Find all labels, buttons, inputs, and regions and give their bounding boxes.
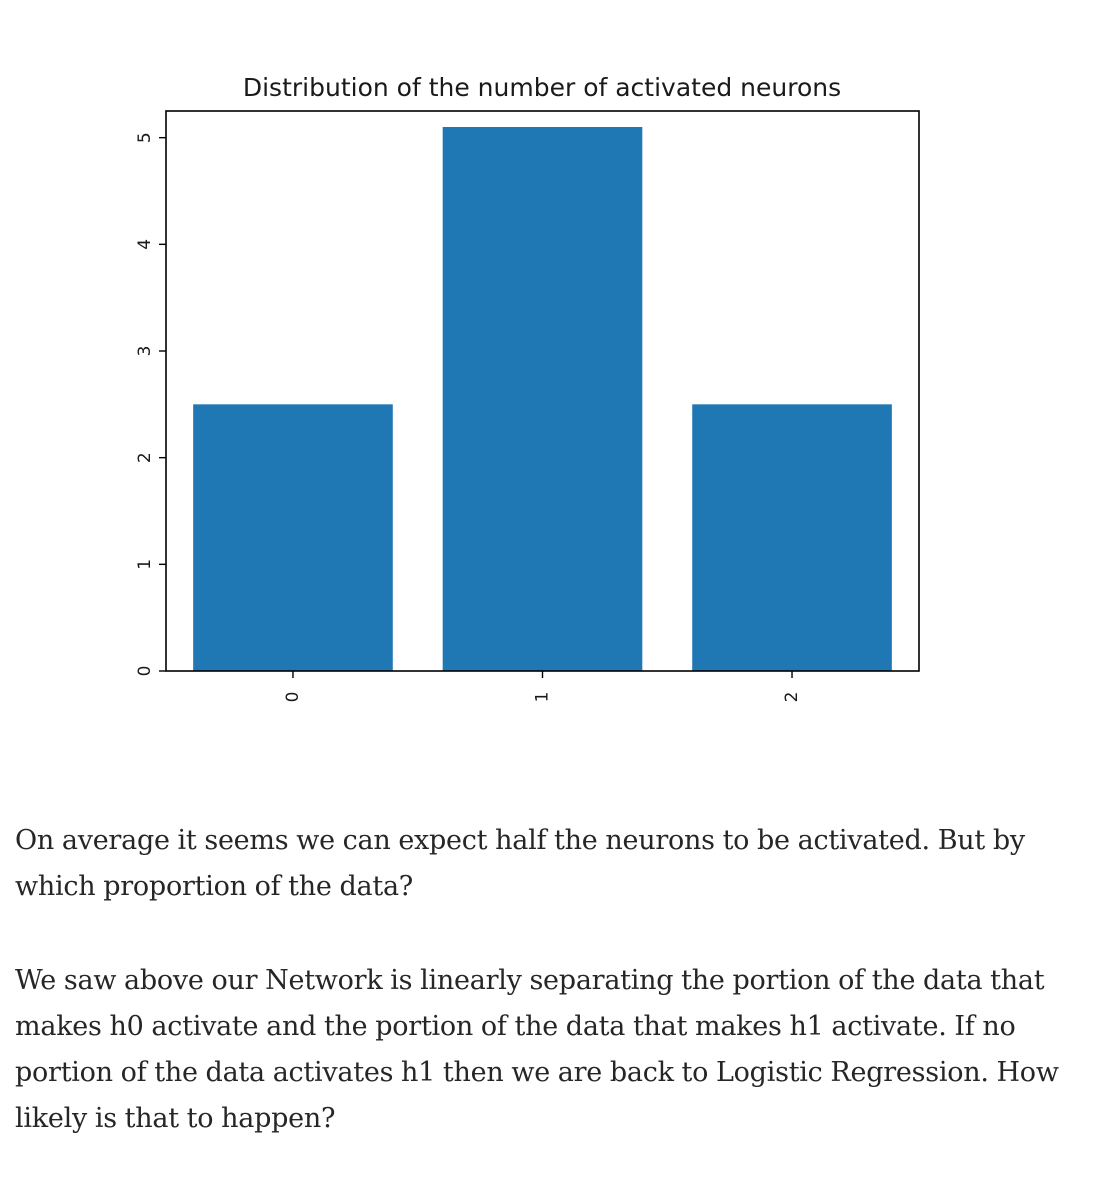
- article-paragraph-2: We saw above our Network is linearly separating the portion of the data that makes h0 activate and the portion of the data that makes h1 activate. If no portion of the data activates h1 then we are back to Logistic Regression. How likely is that to happen?: [15, 965, 1059, 1134]
- bar-0: [193, 404, 393, 671]
- bar-1: [443, 127, 643, 671]
- bar-2: [692, 404, 892, 671]
- y-tick-label: 0: [135, 665, 155, 677]
- chart-title: Distribution of the number of activated neurons: [242, 73, 842, 102]
- x-tick-label: 1: [532, 691, 553, 703]
- y-tick-label: 3: [135, 345, 155, 357]
- x-axis: [283, 671, 802, 702]
- article-paragraph-1: On average it seems we can expect half the neurons to be activated. But by which proportion of the data?: [15, 825, 1025, 902]
- x-tick-label: 0: [282, 691, 303, 703]
- y-tick-label: 5: [135, 132, 155, 144]
- y-tick-label: 1: [135, 558, 155, 570]
- y-axis: [135, 132, 166, 676]
- article-body: [15, 818, 1075, 1190]
- x-tick-label: 2: [782, 691, 803, 703]
- y-tick-label: 4: [135, 238, 155, 250]
- y-tick-label: 2: [135, 452, 155, 464]
- bars: [193, 127, 892, 671]
